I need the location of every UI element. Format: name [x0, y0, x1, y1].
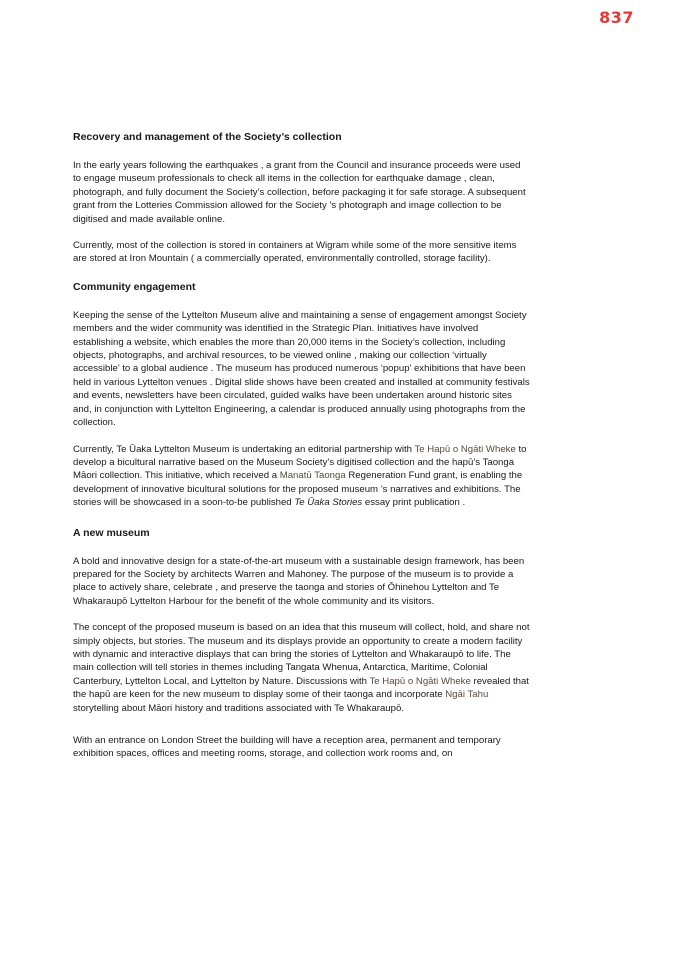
paragraph: With an entrance on London Street the building will have a reception area, permanent and temporary exhibition spaces, offices and meeting rooms, storage, and collection work rooms and, on [73, 735, 501, 760]
document-body [73, 130, 531, 774]
te-reo-term: Te Hapū o Ngāti Wheke [414, 443, 516, 455]
text-run: to develop a bicultural narrative based on the Museum Society’s digitised collection and the hapū’s Taonga Māori collection. This initiative, which received a [73, 443, 527, 482]
text-run: storytelling about Māori history and traditions associated with Te Whakaraupō. [73, 702, 404, 714]
section-heading: Community engagement [73, 280, 196, 293]
paragraph [73, 443, 531, 510]
paragraph: A bold and innovative design for a state-of-the-art museum with a sustainable design framework, has been prepared for the Society by architects Warren and Mahoney. The purpose of the museum is to provide a place to actively share, celebrate , and preserve the taonga and stories of Ōhinehou Lyttelton and Te Whakaraupō Lyttelton Harbour for the benefit of the whole community and its visitors. [73, 555, 525, 607]
section-new-museum [73, 526, 531, 761]
section-community-engagement [73, 280, 531, 510]
section-heading: Recovery and management of the Society’s collection [73, 131, 342, 143]
te-reo-term: Te Hapū o Ngāti Wheke [369, 675, 471, 687]
text-run: essay print publication . [362, 497, 466, 509]
publication-title: Te Ūaka Stories [294, 497, 363, 509]
paragraph: In the early years following the earthquakes , a grant from the Council and insurance proceeds were used to engage museum professionals to check all items in the collection for earthquake damage , clean, photograph, and fully document the Society’s collection, before packaging it for safe storage. A subsequent grant from the Lotteries Commission allowed for the Society ’s photograph and image collection to be digitised and made available online. [73, 160, 526, 225]
te-reo-term: Manatū Taonga [279, 470, 346, 482]
section-heading: A new museum [73, 526, 150, 539]
paragraph: Keeping the sense of the Lyttelton Museum alive and maintaining a sense of engagement amongst Society members and the wider community was identified in the Strategic Plan. Initiatives have involved establishing a website, which enables the more than 20,000 items in the Society’s collection, including objects, photographs, and archival resources, to be viewed online , making our collection ‘virtually accessible’ to a global audience . The museum has produced numerous ‘popup’ exhibitions that have been held in various Lyttelton venues . Digital slide shows have been created and installed at community festivals and events, newsletters have been circulated, guided walks have been undertaken around historic sites and, in conjunction with Lyttelton Engineering, a calendar is produced annually using photographs from the collection. [73, 309, 530, 429]
section-collection-recovery [73, 130, 531, 266]
page-number: 837 [599, 8, 634, 27]
text-run: revealed that the hapū are keen for the new museum to display some of their taonga and incorporate [73, 675, 529, 701]
text-run: Regeneration Fund grant, is enabling the development of innovative bicultural solutions for the proposed museum ’s narratives and exhibitions. The stories will be showcased in a soon-to-be published [73, 470, 523, 509]
paragraph [73, 621, 531, 715]
text-run: Currently, Te Ūaka Lyttelton Museum is undertaking an editorial partnership with [73, 443, 415, 455]
text-run: The concept of the proposed museum is based on an idea that this museum will collect, hold, and share not simply objects, but stories. The museum and its displays provide an opportunity to create a modern facility with dynamic and interactive displays that can bring the stories of Lyttelton and Whakaraupō to life. The main collection will tell stories in themes including Tangata Whenua, Antarctica, Maritime, Colonial Canterbury, Lyttelton Local, and Lyttelton by Nature. Discussions with [73, 622, 530, 687]
paragraph: Currently, most of the collection is stored in containers at Wigram while some of the more sensitive items are stored at Iron Mountain ( a commercially operated, environmentally controlled, storage facility). [73, 240, 517, 265]
te-reo-term: Ngāi Tahu [445, 689, 489, 701]
